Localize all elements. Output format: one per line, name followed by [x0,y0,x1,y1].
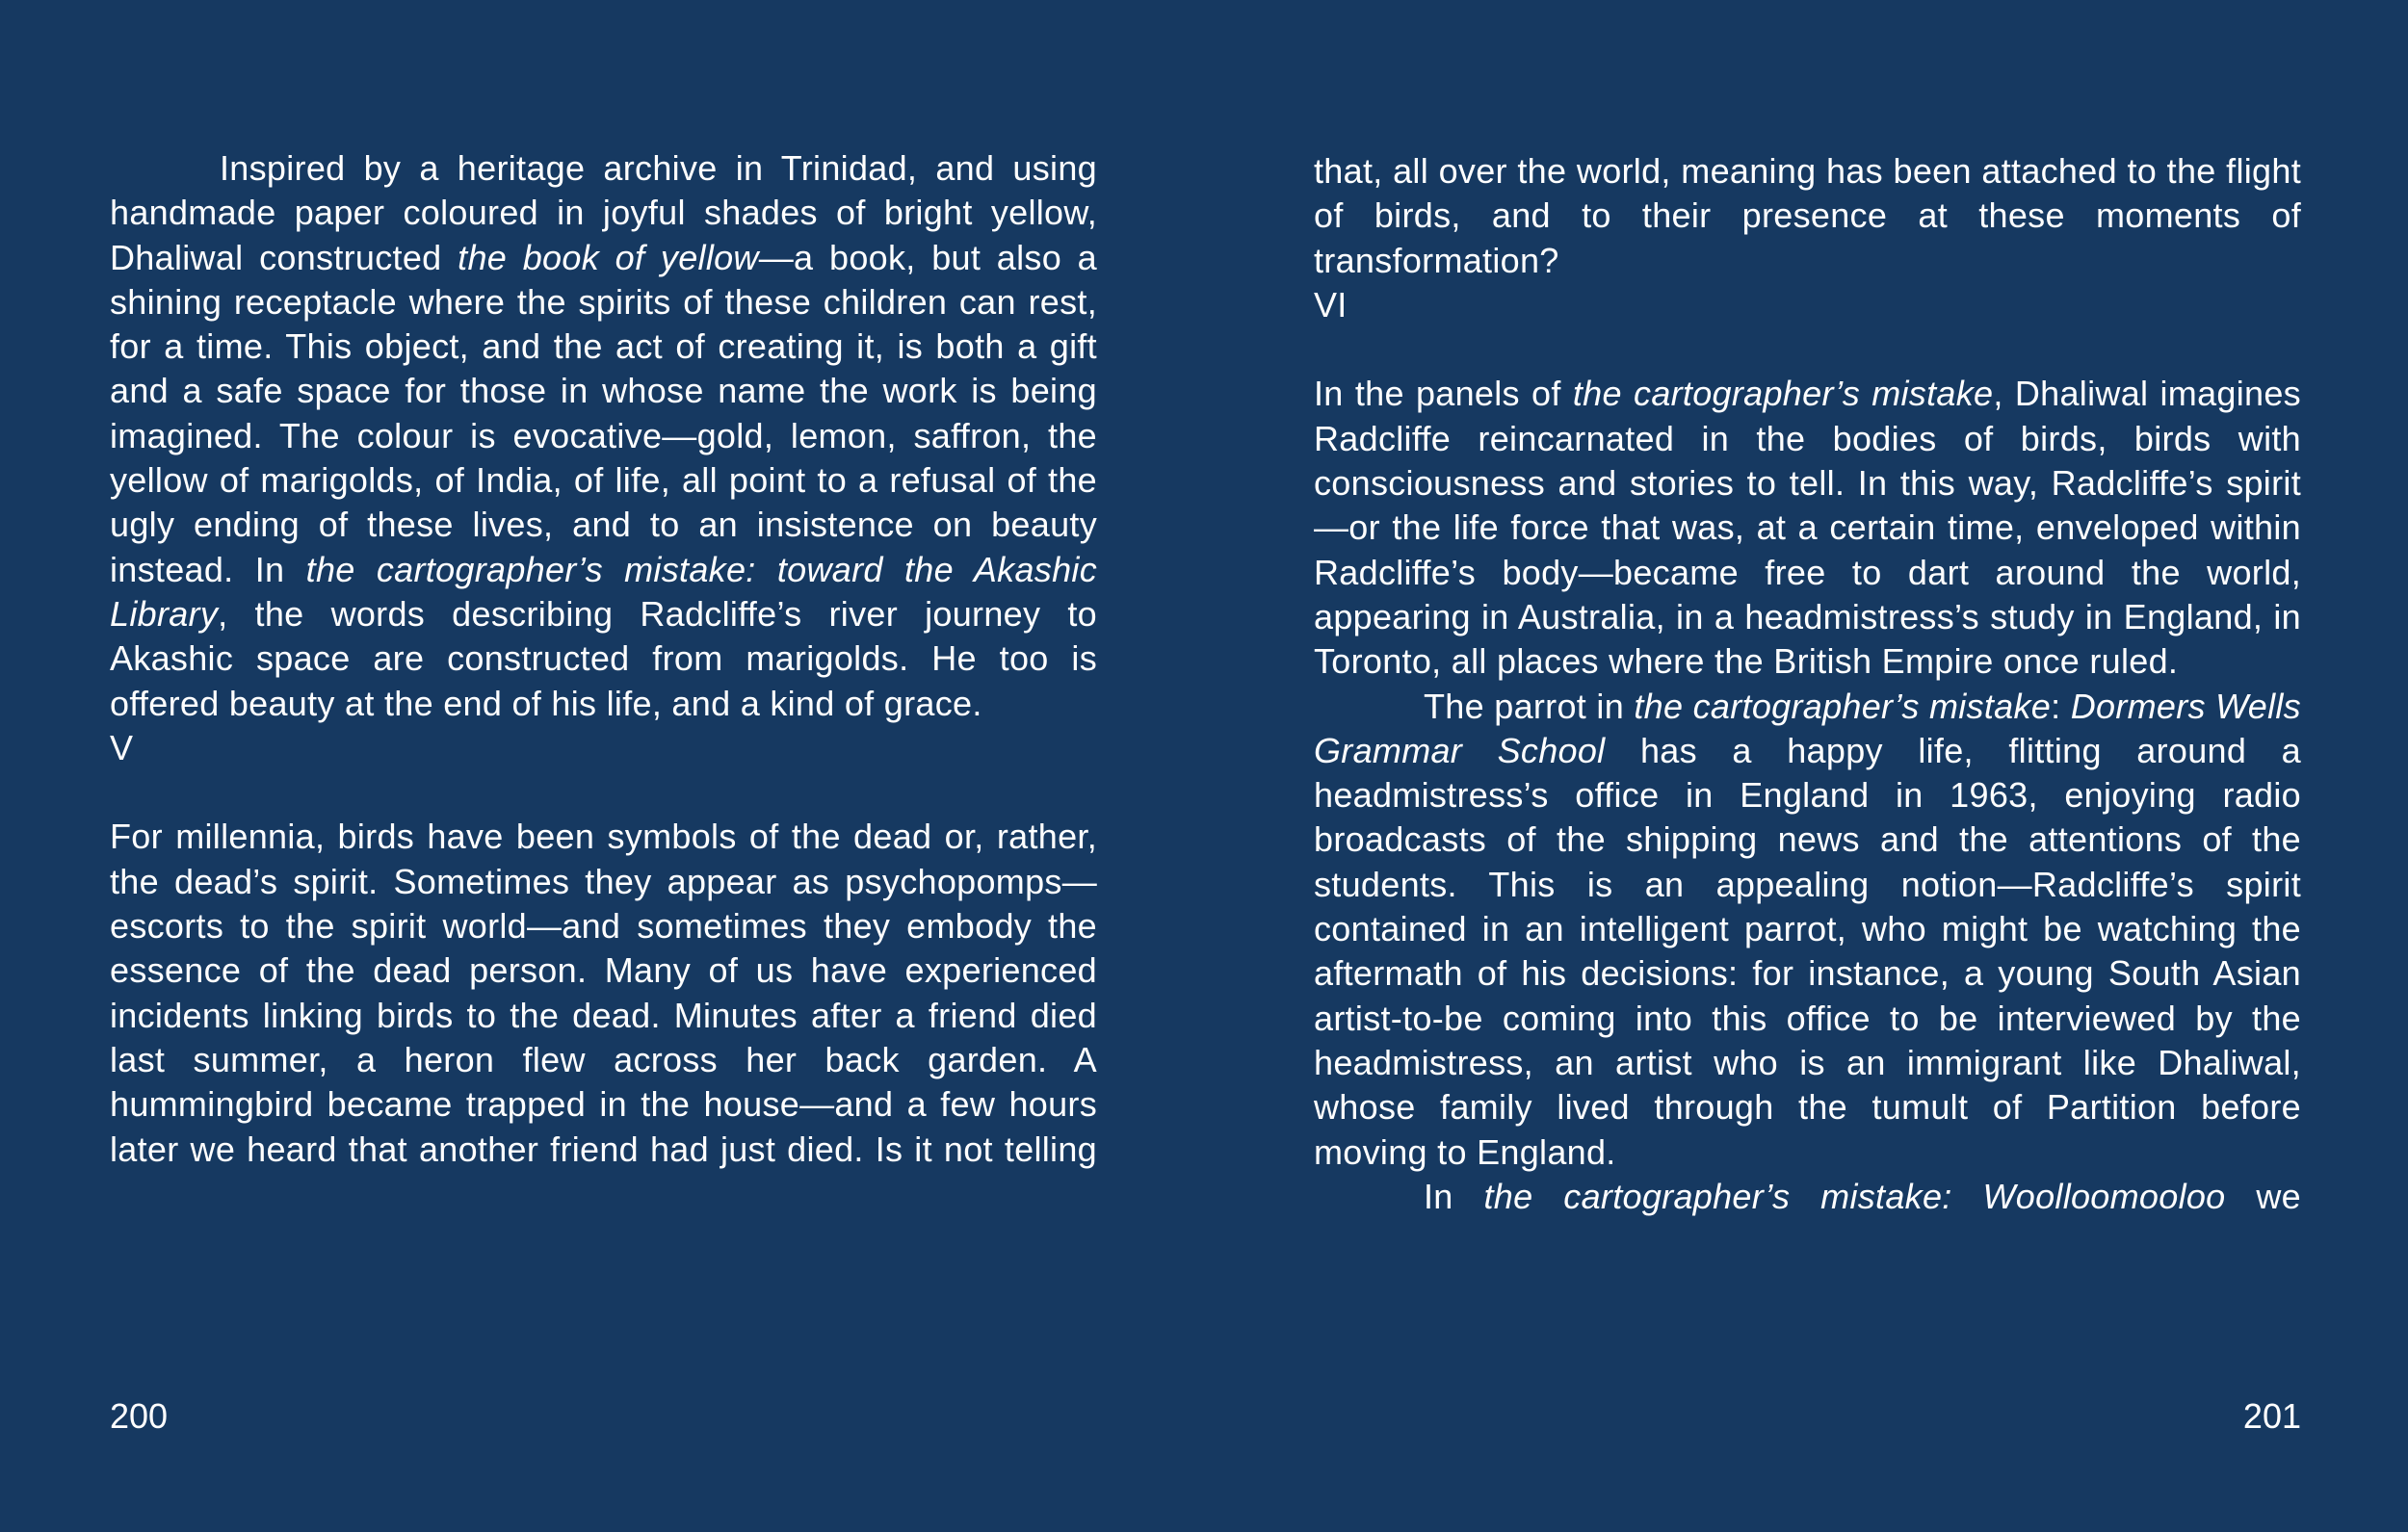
text-run: —a book, but also a shining receptacle where the spirits of these children can rest, for a time. This object, and the act of creating it, is both a gift and a safe space for those in whose name the work is being imagined. The colour is evocative—gold, lemon, saffron, the yellow of marigolds, of India, of life, all point to a refusal of the ugly ending of these lives, and to an insistence on beauty instead. In [110,237,1097,589]
text-run: , Dhaliwal imagines Radcliffe reincarnated in the bodies of birds, birds with consciousness and stories to tell. In this way, Radcliffe’s spirit—or the life force that was, at a certain time, enveloped within Radcliffe’s body—became free to dart around the world, appearing in Australia, in a headmistress’s study in England, in Toronto, all places where the British Empire once ruled. [1314,374,2301,682]
left-text-column [110,146,1097,1172]
italic-title: the book of yellow [458,237,759,277]
section-heading-v: V [110,727,134,767]
right-paragraph-3 [1314,685,2301,1175]
text-run: has a happy life, flitting around a headmistress’s office in England in 1963, enjoying radio broadcasts of the shipping news and the attentions of the students. This is an appealing notion—Radcliffe’s spirit contained in an intelligent parrot, who might be watching the aftermath of his decisions: for instance, a young South Asian artist-to-be coming into this office to be interviewed by the headmistress, an artist who is an immigrant like Dhaliwal, whose family lived through the tumult of Partition before moving to England. [1314,730,2301,1172]
italic-title: the cartographer’s mistake [1634,686,2052,726]
italic-title: the cartographer’s mistake: Woolloomooloo [1483,1176,2226,1216]
right-paragraph-4 [1314,1175,2301,1219]
italic-title: the cartographer’s mistake [1572,374,1994,414]
italic-title: the cartographer’s mistake: toward the Akashic Library [110,549,1097,634]
page-number-right: 201 [2242,1396,2301,1436]
text-run: : [2051,686,2071,726]
left-paragraph-1 [110,146,1097,726]
right-text-column [1314,149,2301,1219]
left-page [110,0,1097,1532]
right-paragraph-1: that, all over the world, meaning has been attached to the flight of birds, and to their presence at these moments of transformation? [1314,151,2301,280]
text-run: Inspired by a heritage archive in Trinidad, and using handmade paper coloured in joyful shades of bright yellow, Dhaliwal constructed [110,148,1097,277]
section-heading-vi: VI [1314,284,1348,325]
text-run: we [2225,1176,2301,1216]
text-run: The parrot in [1424,686,1635,726]
text-run: In [1424,1176,1484,1216]
text-run: In the panels of [1314,374,1573,414]
page-number-left: 200 [110,1396,169,1436]
text-run: , the words describing Radcliffe’s river journey to Akashic space are constructed from marigolds. He too is offered beauty at the end of his life, and a kind of grace. [110,593,1097,723]
left-paragraph-2: For millennia, birds have been symbols of the dead or, rather, the dead’s spirit. Sometimes they appear as psychopomps—escorts to the spirit world—and sometimes they embody the essence of the dead person. Many of us have experienced incidents linking birds to the dead. Minutes after a friend died last summer, a heron flew across her back garden. A hummingbird became trapped in the house—and a few hours later we heard that another friend had just died. Is it not telling [110,817,1097,1169]
italic-title: Dormers Wells Grammar School [1314,686,2301,770]
right-page [1314,0,2301,1532]
right-paragraph-2 [1314,372,2301,684]
